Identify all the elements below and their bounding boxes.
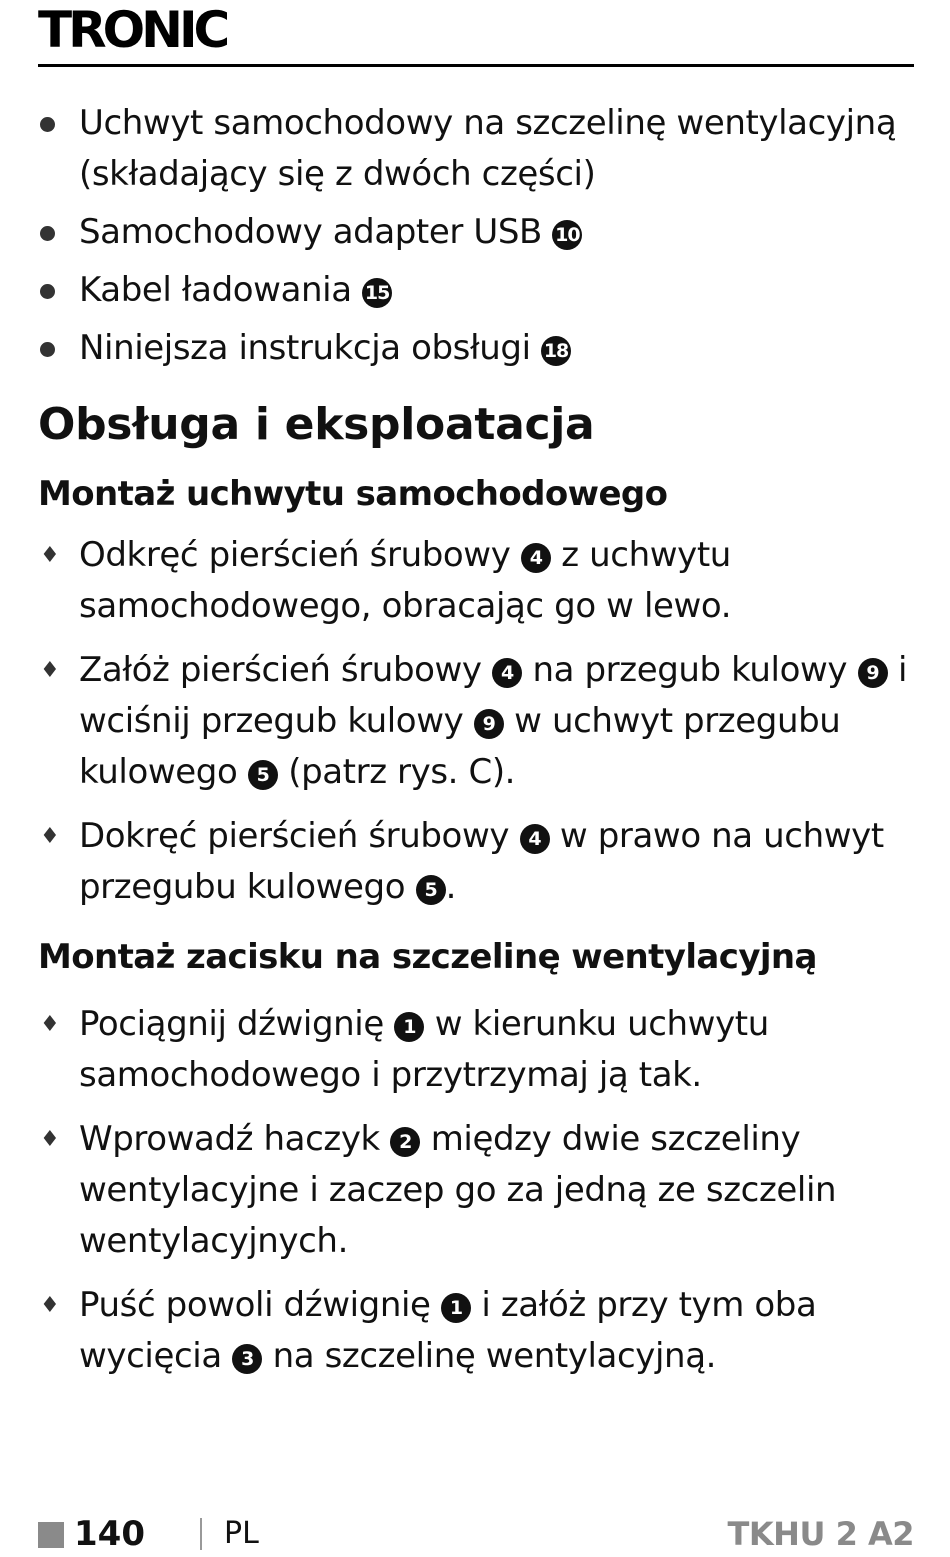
step-text: Puść powoli dźwignię <box>79 1285 431 1325</box>
list-item-text: Uchwyt samochodowy na szczelinę wentylacyjną (składający się z dwóch części) <box>79 103 897 194</box>
model-number: TKHU 2 A2 <box>727 1515 914 1553</box>
diamond-bullet-icon: ♦ <box>40 1127 60 1152</box>
step-item <box>38 645 914 798</box>
step-text: z uchwytu samochodowego, obracając go w lewo. <box>79 535 732 626</box>
header-rule <box>38 64 914 67</box>
step-text: Załóż pierścień śrubowy <box>79 650 482 690</box>
step-text: Wprowadź haczyk <box>79 1119 380 1159</box>
step-text: Odkręć pierścień śrubowy <box>79 535 511 575</box>
step-item <box>38 1114 914 1267</box>
bullet-dot-icon <box>40 284 55 299</box>
subsection-title: Montaż zacisku na szczelinę wentylacyjną <box>38 937 817 977</box>
list-item-text: Niniejsza instrukcja obsługi <box>79 328 531 368</box>
diamond-bullet-icon: ♦ <box>40 543 60 568</box>
page-number: 140 <box>74 1514 145 1554</box>
step-text: na szczelinę wentylacyjną. <box>272 1336 717 1376</box>
part-number-badge: 5 <box>416 875 446 905</box>
step-text: Pociągnij dźwignię <box>79 1004 384 1044</box>
part-number-badge: 4 <box>521 543 551 573</box>
list-item <box>38 98 914 200</box>
bullet-dot-icon <box>40 342 55 357</box>
language-code: PL <box>224 1516 259 1551</box>
page-footer <box>38 1512 914 1556</box>
step-text: w kierunku uchwytu samochodowego i przytrzymaj ją tak. <box>79 1004 769 1095</box>
subsection-title: Montaż uchwytu samochodowego <box>38 474 668 514</box>
step-item <box>38 1280 914 1382</box>
diamond-bullet-icon: ♦ <box>40 1012 60 1037</box>
bullet-dot-icon <box>40 117 55 132</box>
part-number-badge: 9 <box>858 658 888 688</box>
part-number-badge: 4 <box>492 658 522 688</box>
step-text: i wciśnij przegub kulowy <box>79 650 907 741</box>
part-number-badge: 4 <box>520 824 550 854</box>
part-number-badge: 2 <box>390 1127 420 1157</box>
part-number-badge: 9 <box>474 709 504 739</box>
step-text: na przegub kulowy <box>532 650 848 690</box>
step-text: (patrz rys. C). <box>288 752 516 792</box>
part-number-badge: 3 <box>232 1344 262 1374</box>
step-text: w uchwyt przegubu kulowego <box>79 701 841 792</box>
footer-square-icon <box>38 1522 64 1548</box>
diamond-bullet-icon: ♦ <box>40 658 60 683</box>
diamond-bullet-icon: ♦ <box>40 1293 60 1318</box>
page-content <box>38 98 914 1395</box>
part-number-badge: 1 <box>394 1012 424 1042</box>
step-item <box>38 999 914 1101</box>
part-number-badge: 18 <box>541 336 571 366</box>
step-item <box>38 811 914 913</box>
diamond-bullet-icon: ♦ <box>40 824 60 849</box>
part-number-badge: 10 <box>552 220 582 250</box>
brand-logo: TRONIC <box>38 1 227 59</box>
step-text: . <box>445 867 456 907</box>
step-text: Dokręć pierścień śrubowy <box>79 816 510 856</box>
package-contents-list <box>38 98 914 374</box>
section-title: Obsługa i eksploatacja <box>38 399 595 450</box>
step-text: i załóż przy tym oba wycięcia <box>79 1285 817 1376</box>
list-item-text: Samochodowy adapter USB <box>79 212 542 252</box>
step-item <box>38 530 914 632</box>
step-text: w prawo na uchwyt przegubu kulowego <box>79 816 884 907</box>
part-number-badge: 1 <box>441 1293 471 1323</box>
step-text: między dwie szczeliny wentylacyjne i zaczep go za jedną ze szczelin wentylacyjnych. <box>79 1119 837 1261</box>
bullet-dot-icon <box>40 226 55 241</box>
mount-steps-list <box>38 530 914 913</box>
footer-divider <box>200 1518 202 1550</box>
list-item-text: Kabel ładowania <box>79 270 352 310</box>
list-item <box>38 265 914 316</box>
part-number-badge: 5 <box>248 760 278 790</box>
list-item <box>38 207 914 258</box>
list-item <box>38 323 914 374</box>
part-number-badge: 15 <box>362 278 392 308</box>
clip-steps-list <box>38 999 914 1382</box>
